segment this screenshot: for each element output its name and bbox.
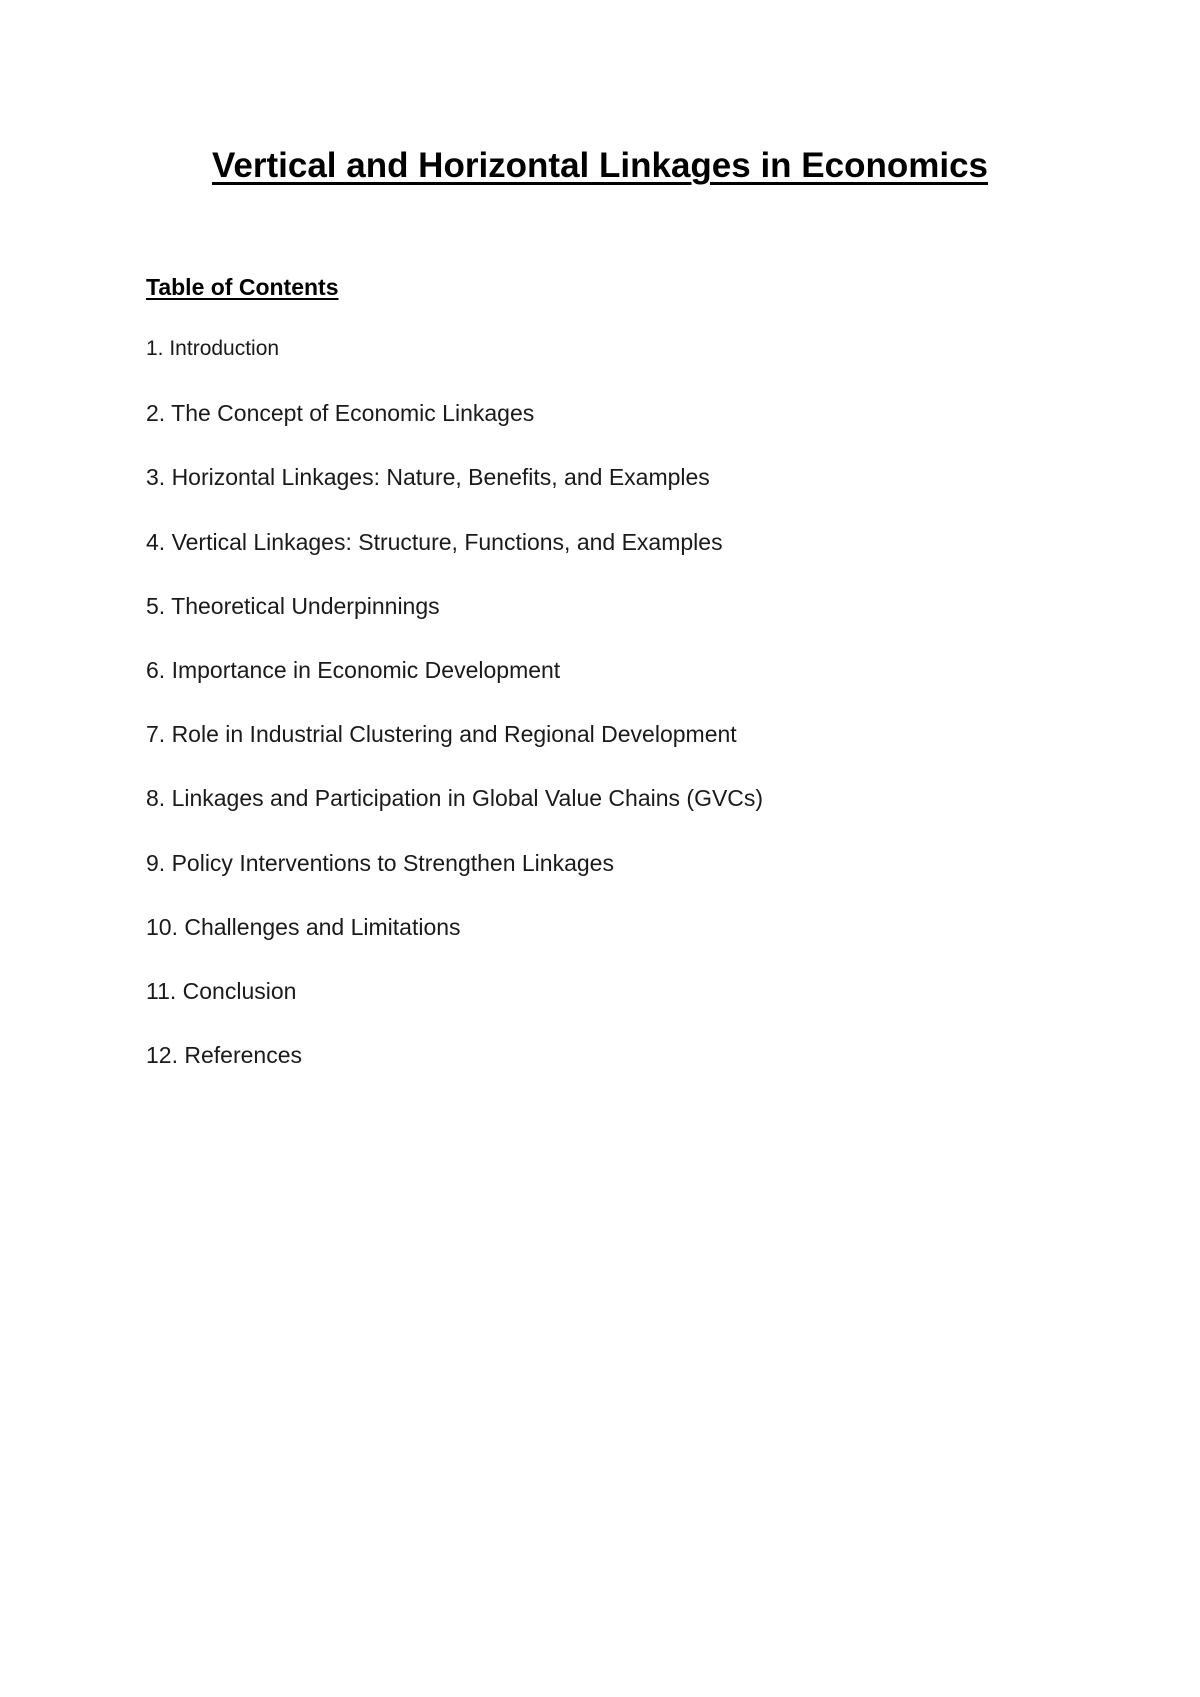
toc-item-economic-development: 6. Importance in Economic Development: [146, 656, 561, 683]
toc-item-concept: 2. The Concept of Economic Linkages: [146, 400, 535, 427]
toc-list: [146, 334, 763, 1104]
page-title: Vertical and Horizontal Linkages in Economics: [211, 146, 989, 185]
toc-item-references: 12. References: [146, 1042, 302, 1069]
toc-item-vertical-linkages: 4. Vertical Linkages: Structure, Functions, and Examples: [146, 528, 723, 555]
toc-heading: Table of Contents: [146, 274, 339, 300]
toc-item-global-value-chains: 8. Linkages and Participation in Global Value Chains (GVCs): [146, 785, 764, 812]
toc-item-industrial-clustering: 7. Role in Industrial Clustering and Regional Development: [146, 721, 737, 748]
toc-item-policy-interventions: 9. Policy Interventions to Strengthen Linkages: [146, 849, 614, 876]
toc-item-challenges: 10. Challenges and Limitations: [146, 913, 461, 940]
toc-item-introduction: 1. Introduction: [146, 337, 280, 360]
toc-item-horizontal-linkages: 3. Horizontal Linkages: Nature, Benefits, and Examples: [146, 464, 710, 491]
toc-item-theoretical-underpinnings: 5. Theoretical Underpinnings: [146, 592, 440, 619]
toc-item-conclusion: 11. Conclusion: [146, 977, 297, 1004]
